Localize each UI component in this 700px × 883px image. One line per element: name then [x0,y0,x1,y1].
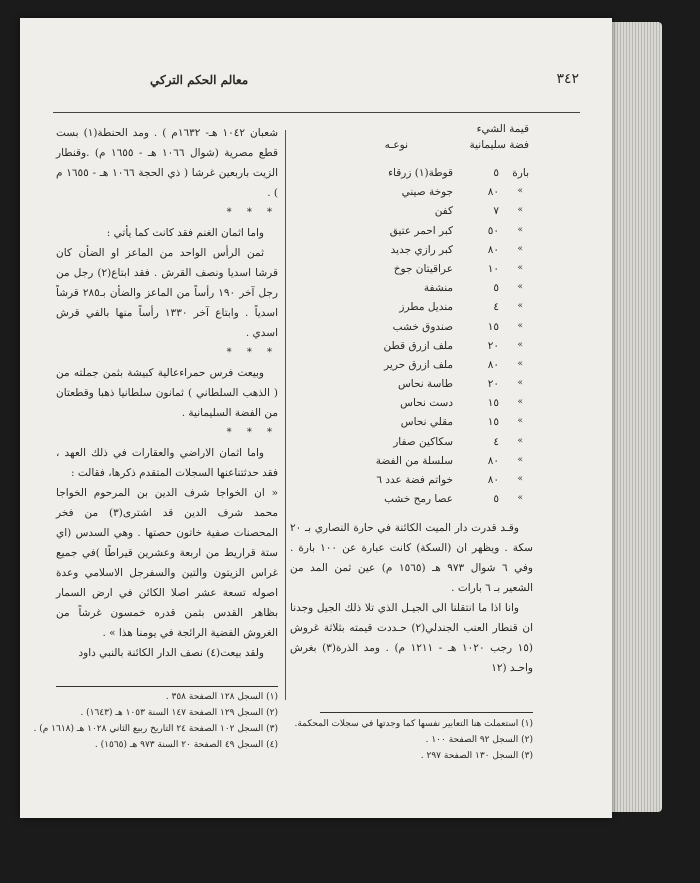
price-value: ١٠ [487,262,499,275]
header-item: نوعـه [384,139,408,151]
price-row [290,244,533,263]
footnote: (٢) السجل ٩٢ الصفحة ١٠٠ . [425,735,533,745]
price-row [290,397,533,416]
footnote: (١) السجل ١٢٨ الصفحة ٣٥٨ . [165,692,278,702]
ditto-mark: » [517,378,523,389]
footnote: (٣) السجل ١٣٠ الصفحة ٢٩٧ . [420,751,533,761]
price-row [290,340,533,359]
price-row [290,493,533,512]
price-row [290,167,533,186]
ditto-mark: » [517,416,523,427]
paragraph: واما اثمان الغنم فقد كانت كما يأتي : [106,227,264,239]
running-title: معالم الحكم التركي [150,73,249,87]
price-value: ٥ [493,167,499,179]
ditto-mark: » [517,262,523,273]
price-row [290,436,533,455]
ditto-mark: » [517,205,523,216]
price-row [290,186,533,205]
header-currency: فضة سليمانية [469,139,529,151]
right-footnote-rule [320,712,533,713]
item-name: كبر احمر عتيق [389,224,453,237]
ditto-mark: » [517,224,523,235]
price-value: ٢٠ [487,339,499,352]
footnote: (١) استعملت هنا التعابير نفسها كما وجدتها في سجلات المحكمة. [294,719,533,729]
ditto-mark: » [517,339,523,350]
item-name: خواتم فضة عدد ٦ [376,474,453,486]
ditto-mark: » [517,282,523,293]
paragraph: ولقد بيعت(٤) نصف الدار الكائنة بالنبي داود [78,647,264,659]
unit-label: بارة [512,167,529,179]
paragraph: وبيعت فرس حمراءعالية كبيشة بثمن جملته من ( الذهب السلطاني ) ثمانون سلطانيا ذهبا وقطعتان من الفضة السليمانية . [56,367,278,419]
price-value: ١٥ [487,397,499,410]
item-name: ملف ازرق حرير [384,358,453,371]
header-rule [53,112,580,113]
page-header [20,71,612,95]
price-value: ٥٠ [487,224,499,237]
header-value: قيمة الشيء [476,123,529,135]
item-name: طاسة نحاس [397,378,453,391]
left-column [56,123,278,663]
item-name: منديل مطرز [399,301,453,314]
paragraph: وقـد قدرت دار الميت الكائنة في حارة النصاري بـ ٢٠ سكة . ويظهر ان (السكة) كانت عبارة عن ١٠٠ بارة . وفي ٦ شوال ٩٧٣ هـ (١٥٦٥ م) عين ثمن المد من الشعير بـ ٦ بارات . [290,522,534,595]
ditto-mark: » [517,454,523,465]
item-name: عراقيتان جوخ [393,262,453,275]
paragraph: ثمن الرأس الواحد من الماعز او الضأن كان قرشا اسديا ونصف القرش . فقد ابتاع(٢) رجل من رجل آخر ١٩٠ رأساً من الماعز والضأن بـ٢٨٥ قرشاً اسدياً . وابتاع آخر ١٣٣٠ رأساً منها بالفي قرش اسدي . [56,247,278,339]
price-table [290,167,533,512]
ditto-mark: » [517,358,523,369]
right-body-text [290,518,533,678]
ditto-mark: » [517,301,523,312]
item-name: كبر رازي جديد [390,243,453,256]
footnote: (٤) السجل ٤٩ الصفحة ٢٠ السنة ٩٧٣ هـ (١٥٦٥) . [94,740,278,750]
price-value: ٤ [493,301,499,314]
ditto-mark: » [517,493,523,504]
ditto-mark: » [517,320,523,331]
item-name: سكاكين صفار [393,435,453,448]
paragraph: شعبان ١٠٤٢ هـ- ١٦٣٢م ) . ومد الحنطة(١) بست قطع مصرية (شوال ١٠٦٦ هـ - ١٦٥٥ م) .وقنطار الزيت باربعين غرشا ( ذي الحجة ١٠٦٦ هـ - ١٦٥٥ م ) . [56,127,279,199]
price-row [290,225,533,244]
item-name: صندوق خشب [392,320,453,333]
column-divider [285,130,286,700]
left-footnote-rule [56,686,278,687]
item-name: مقلي نحاس [400,416,453,429]
ditto-mark: » [517,243,523,254]
price-row [290,416,533,435]
price-value: ٤ [493,435,499,448]
footnote: (٢) السجل ١٢٩ الصفحة ١٤٧ السنة ١٠٥٣ هـ (١٦٤٣) . [80,708,278,718]
paragraph: وانا اذا ما انتقلنا الى الجيـل الذي تلا ذلك الجيل وجدنا ان قنطار العنب الجندلي(٢) حـددت قيمته بثلاثة غروش (١٥ رجب ١٠٢٠ هـ - ١٢١١ م) . ومد الذرة(٣) بغرش واحـد (١٢ [290,602,533,675]
price-row [290,301,533,320]
right-column [290,123,533,678]
price-value: ١٥ [487,416,499,429]
price-row [290,474,533,493]
item-name: كفن [434,205,453,218]
page-number: ٣٤٢ [556,71,579,87]
price-value: ٨٠ [487,474,499,486]
section-separator: * * * [226,427,278,438]
item-name: دست نحاس [400,397,453,410]
price-value: ٨٠ [487,358,499,371]
footnote: (٣) السجل ١٠٢ الصفحة ٢٤ التاريخ ربيع الثاني ١٠٢٨ هـ (١٦١٨ م) . [33,724,278,734]
ditto-mark: » [517,474,523,484]
ditto-mark: » [517,186,523,197]
price-row [290,321,533,340]
price-value: ١٥ [487,320,499,333]
paragraph: « ان الخواجا شرف الدين بن المرحوم الخواجا محمد شرف الدين قد اشترى(٣) من فخر المحصنات صفية خاتون حصتها . وهي السدس (اي ستة قراريط من اربعة وعشرين قيراطًا )في جميع غراس الزيتون والتين والسفرجل الاسلامي وعدة اصوله تسعة عشر اصلا الكائن في ارض السمار بظاهر القدس بثمن قدره خمسون غرشاً من الغروش الفضية الرائجة في يومنا هذا » . [56,487,278,639]
book-page [20,18,612,818]
right-footnotes [290,716,533,764]
price-row [290,205,533,224]
item-name: منشفة [423,282,453,295]
price-row [290,455,533,474]
price-value: ٨٠ [487,454,499,467]
price-row [290,359,533,378]
section-separator: * * * [226,207,278,218]
item-name: عصا رمح خشب [384,493,453,506]
price-row [290,378,533,397]
section-separator: * * * [226,347,278,358]
ditto-mark: » [517,435,523,446]
price-value: ٨٠ [487,186,499,199]
price-table-header [290,123,533,167]
price-value: ٨٠ [487,243,499,256]
price-value: ٧ [493,205,499,218]
price-row [290,282,533,301]
price-value: ٢٠ [487,378,499,391]
item-name: قوطة(١) زرقاء [388,167,453,179]
price-value: ٥ [493,493,499,506]
paragraph: واما اثمان الاراضي والعقارات في ذلك العهد ، فقد حدثتناعنها السجلات المتقدم ذكرها، فقالت : [56,447,278,479]
price-row [290,263,533,282]
item-name: جوخة صيني [401,186,453,199]
price-value: ٥ [493,282,499,295]
left-footnotes [33,689,278,753]
ditto-mark: » [517,397,523,408]
item-name: سلسلة من الفضة [375,454,453,467]
item-name: ملف ازرق قطن [383,339,453,352]
